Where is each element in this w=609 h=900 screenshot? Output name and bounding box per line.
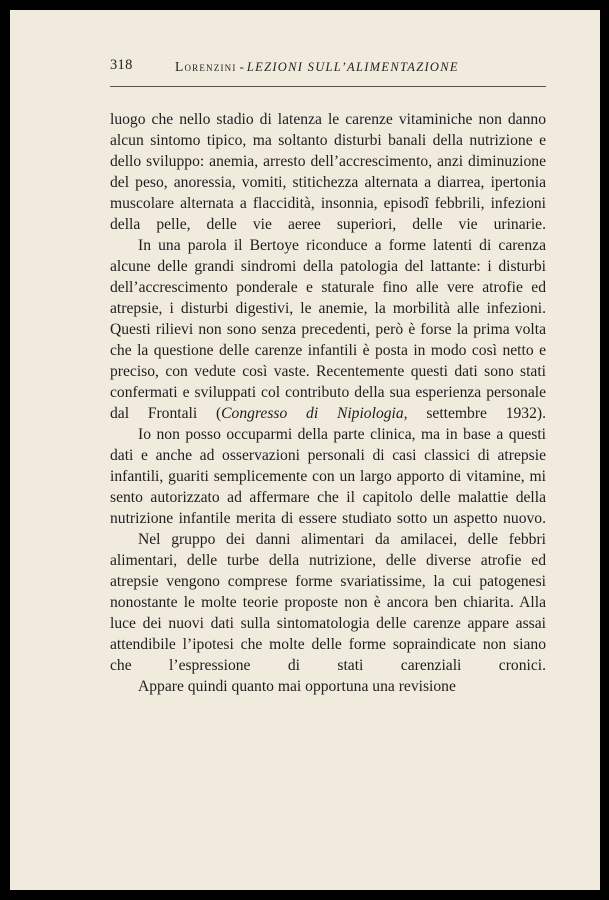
paragraph-2 xyxy=(110,235,546,424)
running-header xyxy=(110,46,546,87)
paragraph-2-text: In una parola il Bertoye riconduce a forme latenti di carenza alcune delle grandi sindromi della patologia del lattante: i disturbi dell’accrescimento ponderale e staturale fino alle vere atrofie ed atrepsie, i disturbi digestivi, le anemie, la morbilità alle infezioni. Questi rilievi non sono senza precedenti, però è forse la prima volta che la questione delle carenze infantili è posta in modo così netto e preciso, con vedute così vaste. Recentemente questi dati sono stati confermati e sviluppati col contributo della sua esperienza personale dal Frontali ( xyxy=(110,237,546,422)
book-title: LEZIONI SULL’ALIMENTAZIONE xyxy=(246,60,459,74)
paragraph-5: Appare quindi quanto mai opportuna una revisione xyxy=(138,678,456,695)
body-text xyxy=(110,109,546,697)
paragraph-3: Io non posso occuparmi della parte clinica, ma in base a questi dati e anche ad osservazioni personali di casi classici di atrepsie infantili, guariti semplicemente con un largo apporto di vitamine, mi sento autorizzato ad affermare che il capitolo delle malattie della nutrizione infantile merita di essere studiato sotto un aspetto nuovo. xyxy=(110,426,546,527)
journal-citation: Congresso di Nipiologia, xyxy=(221,405,408,422)
running-title xyxy=(175,59,459,75)
paragraph-4: Nel gruppo dei danni alimentari da amilacei, delle febbri alimentari, delle turbe della nutrizione, delle diverse atrofie ed atrepsie vengono comprese forme svariatissime, la cui patogenesi nonostante le molte teorie proposte non è ancora ben chiarita. Alla luce dei nuovi dati sulla sintomatologia delle carenze appare assai attendibile l’ipotesi che molte delle forme sopraindicate non siano che l’espressione di stati carenziali cronici. xyxy=(110,531,546,674)
paragraph-1: luogo che nello stadio di latenza le carenze vitaminiche non danno alcun sintomo tipico, ma soltanto disturbi banali della nutrizione e dello sviluppo: anemia, arresto dell’accrescimento, anzi diminuzione del peso, anoressia, vomiti, stitichezza alternata a diarrea, ipertonia muscolare alternata a flaccidità, insonnia, episodî febbrili, infezioni della pelle, delle vie aeree superiori, delle vie urinarie. xyxy=(110,111,546,233)
author-name: Lorenzini xyxy=(175,59,237,74)
header-separator: - xyxy=(239,59,244,74)
book-page xyxy=(10,10,600,890)
paragraph-2-text-end: settembre 1932). xyxy=(407,405,546,422)
page-number: 318 xyxy=(110,57,133,73)
